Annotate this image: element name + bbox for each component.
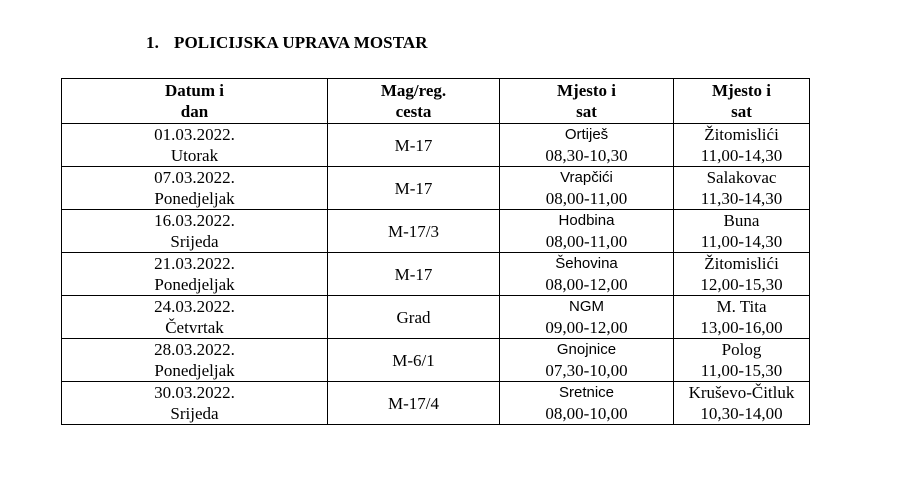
place: Polog [721, 340, 762, 359]
date: 30.03.2022. [154, 383, 235, 402]
table-row [62, 124, 810, 167]
place-time-1-cell [500, 382, 674, 425]
place-time-2-cell [674, 382, 810, 425]
place-time-2-cell [674, 296, 810, 339]
table-row [62, 167, 810, 210]
date-day-cell [62, 210, 328, 253]
table-row [62, 296, 810, 339]
date-day-cell [62, 167, 328, 210]
place-time-1-cell [500, 339, 674, 382]
header-place-time-1: Mjesto i sat [500, 79, 674, 124]
time: 10,30-14,00 [700, 404, 783, 423]
header-row [62, 79, 810, 124]
header-date-day: Datum i dan [62, 79, 328, 124]
place-time-2-cell [674, 253, 810, 296]
table-row [62, 253, 810, 296]
place: Žitomislići [704, 254, 779, 273]
day: Četvrtak [165, 318, 224, 337]
place-time-1-cell [500, 124, 674, 167]
place: Hodbina [558, 212, 615, 229]
road-cell: M-17 [328, 253, 500, 296]
place-time-1-cell [500, 167, 674, 210]
place: Salakovac [706, 168, 777, 187]
place: NGM [569, 298, 604, 315]
place-time-2-cell [674, 167, 810, 210]
time: 11,00-14,30 [700, 232, 783, 251]
date: 07.03.2022. [154, 168, 235, 187]
date-day-cell [62, 296, 328, 339]
road-cell: M-17/3 [328, 210, 500, 253]
table-row [62, 210, 810, 253]
day: Srijeda [170, 232, 219, 251]
place-time-1-cell [500, 253, 674, 296]
date: 24.03.2022. [154, 297, 235, 316]
road-cell: M-17/4 [328, 382, 500, 425]
place: Buna [723, 211, 760, 230]
time: 11,00-14,30 [700, 146, 783, 165]
time: 07,30-10,00 [545, 361, 628, 380]
date: 01.03.2022. [154, 125, 235, 144]
place: Vrapčići [560, 169, 613, 186]
date: 28.03.2022. [154, 340, 235, 359]
table-row [62, 382, 810, 425]
place: Kruševo-Čitluk [688, 383, 795, 402]
place-time-1-cell [500, 296, 674, 339]
time: 08,00-11,00 [545, 189, 628, 208]
date-day-cell [62, 382, 328, 425]
header-place-time-2: Mjesto i sat [674, 79, 810, 124]
day: Srijeda [170, 404, 219, 423]
time: 11,00-15,30 [700, 361, 783, 380]
road-cell: M-17 [328, 124, 500, 167]
place: Sretnice [558, 384, 615, 401]
section-heading [146, 33, 428, 53]
day: Utorak [170, 146, 219, 165]
time: 08,00-10,00 [545, 404, 628, 423]
day: Ponedjeljak [154, 361, 235, 380]
time: 09,00-12,00 [545, 318, 628, 337]
place: Ortiješ [564, 126, 609, 143]
road-cell: M-6/1 [328, 339, 500, 382]
date: 16.03.2022. [154, 211, 235, 230]
header-road: Mag/reg. cesta [328, 79, 500, 124]
schedule-table [61, 78, 810, 425]
day: Ponedjeljak [154, 275, 235, 294]
date-day-cell [62, 253, 328, 296]
place: M. Tita [716, 297, 767, 316]
road-cell: M-17 [328, 167, 500, 210]
time: 08,00-12,00 [545, 275, 628, 294]
date: 21.03.2022. [154, 254, 235, 273]
time: 12,00-15,30 [700, 275, 783, 294]
place-time-2-cell [674, 339, 810, 382]
date-day-cell [62, 124, 328, 167]
time: 08,00-11,00 [545, 232, 628, 251]
place: Žitomislići [704, 125, 779, 144]
place-time-1-cell [500, 210, 674, 253]
place: Gnojnice [556, 341, 617, 358]
day: Ponedjeljak [154, 189, 235, 208]
table-row [62, 339, 810, 382]
place: Šehovina [555, 255, 618, 272]
section-number: 1. [146, 33, 159, 52]
place-time-2-cell [674, 210, 810, 253]
time: 13,00-16,00 [700, 318, 783, 337]
date-day-cell [62, 339, 328, 382]
time: 11,30-14,30 [700, 189, 783, 208]
road-cell: Grad [328, 296, 500, 339]
time: 08,30-10,30 [545, 146, 628, 165]
place-time-2-cell [674, 124, 810, 167]
section-title: POLICIJSKA UPRAVA MOSTAR [174, 33, 428, 52]
